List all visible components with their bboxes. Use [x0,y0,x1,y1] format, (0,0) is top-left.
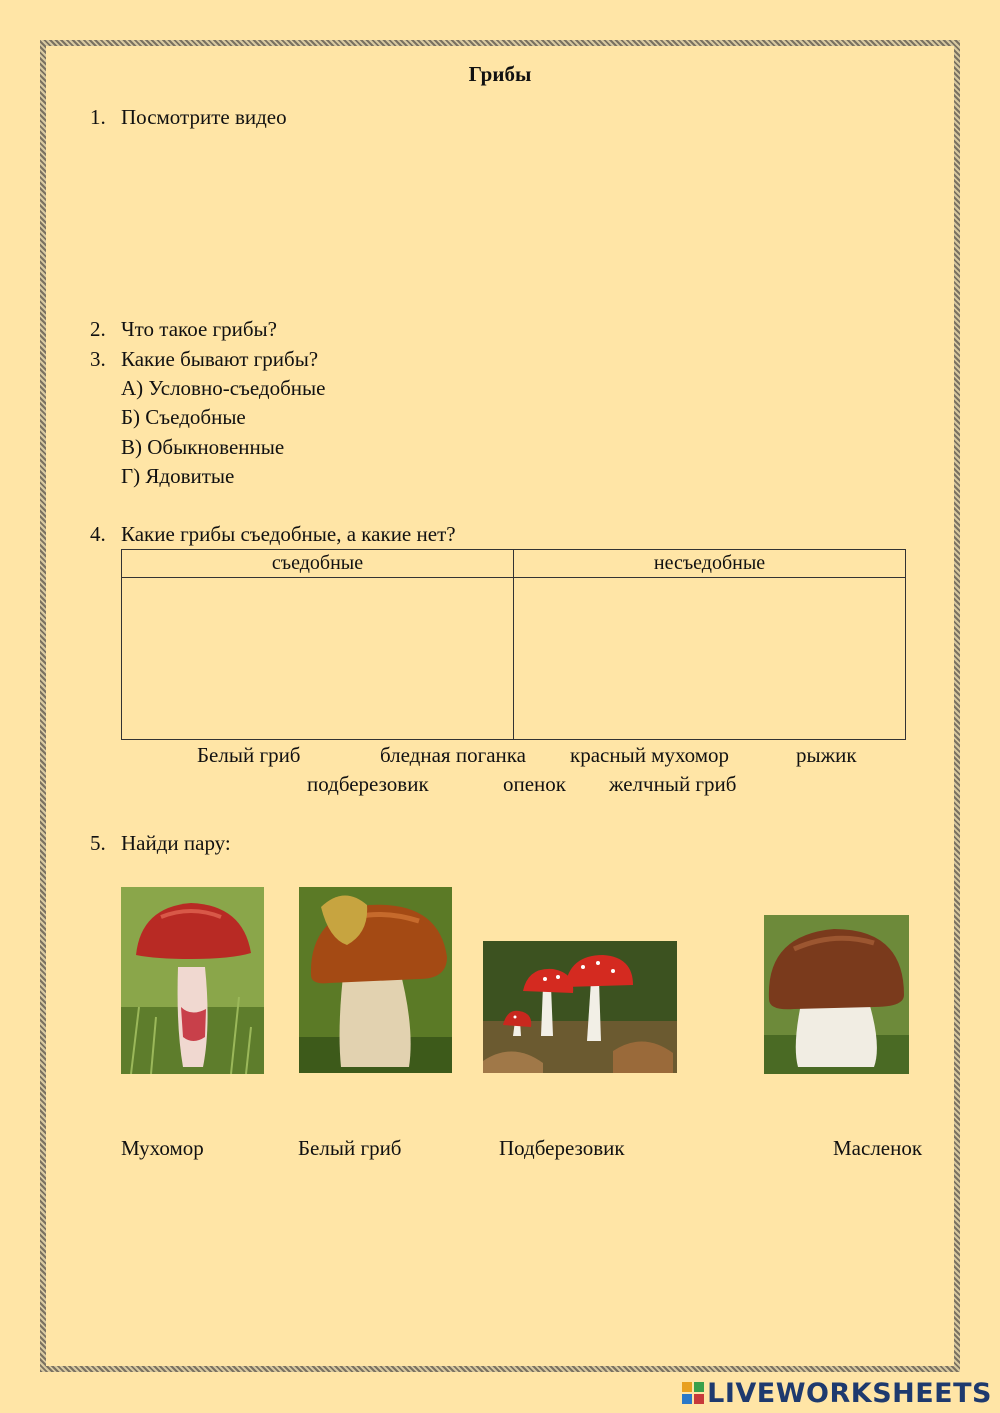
drop-zone-edible[interactable] [122,578,514,740]
question-2: 2. Что такое грибы? [90,317,277,341]
liveworksheets-logo [682,1378,992,1410]
fly-agaric-group-photo[interactable] [483,941,677,1073]
word-openok[interactable]: опенок [503,772,566,796]
page-title: Грибы [468,62,532,86]
option-a[interactable]: А) Условно-съедобные [121,376,326,400]
option-d[interactable]: Г) Ядовитые [121,464,235,488]
option-b[interactable]: Б) Съедобные [121,405,246,429]
word-ryzhik[interactable]: рыжик [796,743,857,767]
question-3: 3. Какие бывают грибы? [90,347,319,371]
word-podberezovik[interactable]: подберезовик [307,772,429,796]
column-header-inedible: несъедобные [514,550,906,578]
sorting-table [121,549,906,740]
logo-text: LIVEWORKSHEETS [707,1378,992,1409]
drop-zone-inedible[interactable] [514,578,906,740]
red-cap-mushroom-photo[interactable] [121,887,264,1074]
word-belyi-grib[interactable]: Белый гриб [197,743,301,767]
column-header-edible: съедобные [122,550,514,578]
option-c[interactable]: В) Обыкновенные [121,435,285,459]
label-belyi-grib[interactable]: Белый гриб [298,1136,402,1160]
question-1: 1. Посмотрите видео [90,105,287,129]
word-zhelchnyi-grib[interactable]: желчный гриб [609,772,737,796]
brown-cap-white-stem-photo[interactable] [764,915,909,1074]
question-4: 4. Какие грибы съедобные, а какие нет? [90,522,456,546]
label-maslenok[interactable]: Масленок [833,1136,923,1160]
brown-cap-with-leaf-photo[interactable] [299,887,452,1073]
word-krasnyi-muhomor[interactable]: красный мухомор [570,743,730,767]
word-blednaya-poganka[interactable]: бледная поганка [380,743,526,767]
label-podberezovik[interactable]: Подберезовик [499,1136,625,1160]
label-muhomor[interactable]: Мухомор [121,1136,204,1160]
question-5: 5. Найди пару: [90,831,231,855]
video-placeholder[interactable] [121,140,681,310]
liveworksheets-icon [682,1380,704,1402]
